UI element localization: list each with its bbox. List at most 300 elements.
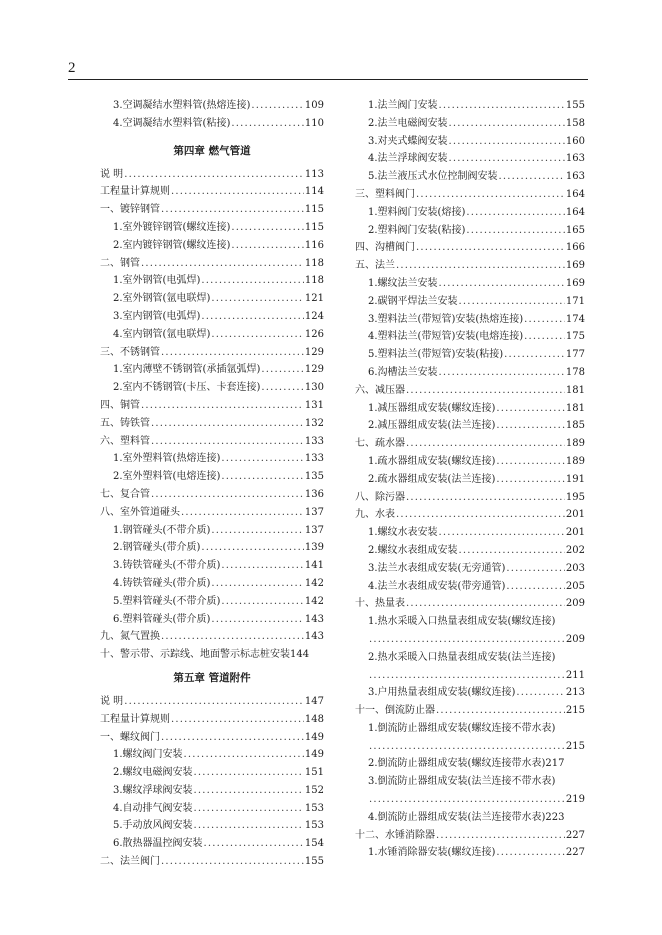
toc-entry-title: 十二、水锤消除器 xyxy=(355,829,435,841)
toc-entry-page: 116 xyxy=(304,239,324,251)
toc-entry[interactable] xyxy=(100,611,324,629)
toc-entry[interactable] xyxy=(355,417,585,435)
toc-entry-title: 2.碳钢平焊法兰安装 xyxy=(368,295,458,307)
dot-leader xyxy=(184,746,304,764)
toc-entry-page: 152 xyxy=(304,784,324,796)
toc-entry-page: 130 xyxy=(304,382,324,394)
toc-entry-title: 4.倒流防止器组成安装(法兰连接带水表) xyxy=(368,811,546,823)
toc-entry[interactable] xyxy=(355,827,585,845)
toc-entry[interactable] xyxy=(355,311,585,329)
toc-entry-title: 一、镀锌钢管 xyxy=(100,204,160,216)
toc-entry[interactable] xyxy=(355,133,585,151)
toc-entry-page: 139 xyxy=(304,542,324,554)
toc-entry[interactable] xyxy=(355,524,585,542)
dot-leader xyxy=(406,489,565,507)
toc-entry-title: 2.热水采暖入口热量表组成安装(法兰连接) xyxy=(368,651,556,663)
toc-entry-page: 166 xyxy=(565,242,585,254)
toc-entry-title: 2.倒流防止器组成安装(螺纹连接带水表) xyxy=(368,758,546,770)
toc-entry[interactable] xyxy=(100,397,324,415)
toc-entry-title: 说 明 xyxy=(100,168,124,180)
toc-entry[interactable] xyxy=(355,293,585,311)
toc-entry-page: 209 xyxy=(565,598,585,610)
toc-entry-title: 工程量计算规则 xyxy=(100,186,170,198)
toc-entry-title: 六、塑料管 xyxy=(100,435,150,447)
toc-entry-page: 114 xyxy=(304,186,324,198)
toc-entry-page: 124 xyxy=(304,310,324,322)
toc-entry-page: 137 xyxy=(304,506,324,518)
dot-leader xyxy=(449,150,565,168)
toc-entry[interactable] xyxy=(355,684,585,702)
dot-leader xyxy=(261,379,304,397)
toc-entry-page: 121 xyxy=(304,293,324,305)
toc-entry-page: 126 xyxy=(304,328,324,340)
toc-entry-page: 177 xyxy=(565,349,585,361)
toc-entry[interactable] xyxy=(100,800,324,818)
toc-entry-page: 136 xyxy=(304,488,324,500)
toc-entry[interactable] xyxy=(100,326,324,344)
toc-entry[interactable] xyxy=(100,539,324,557)
toc-entry[interactable] xyxy=(355,489,585,507)
toc-entry-page: 205 xyxy=(565,580,585,592)
toc-entry[interactable] xyxy=(355,578,585,596)
dot-leader xyxy=(466,222,565,240)
chapter-heading: 第四章 燃气管道 xyxy=(173,144,251,157)
toc-entry[interactable] xyxy=(100,693,324,711)
dot-leader xyxy=(171,183,304,201)
toc-entry[interactable] xyxy=(100,115,324,133)
toc-entry[interactable] xyxy=(100,575,324,593)
toc-entry[interactable] xyxy=(355,204,585,222)
toc-entry-page: 143 xyxy=(304,613,324,625)
toc-entry-title: 1.螺纹阀门安装 xyxy=(113,749,183,761)
dot-leader xyxy=(124,693,304,711)
dot-leader xyxy=(211,611,304,629)
toc-entry-title: 1.钢管碰头(不带介质) xyxy=(113,524,211,536)
dot-leader xyxy=(171,711,304,729)
toc-entry-continuation[interactable] xyxy=(355,738,585,756)
toc-entry-title: 八、除污器 xyxy=(355,491,405,503)
dot-leader xyxy=(151,486,304,504)
dot-leader xyxy=(406,382,565,400)
dot-leader xyxy=(499,168,565,186)
toc-entry[interactable] xyxy=(100,379,324,397)
toc-entry-page: 144 xyxy=(290,649,310,661)
toc-entry[interactable] xyxy=(355,720,585,738)
toc-entry[interactable] xyxy=(355,346,585,364)
toc-entry[interactable] xyxy=(355,809,585,827)
dot-leader xyxy=(161,344,304,362)
dot-leader xyxy=(221,468,304,486)
toc-entry-title: 2.室内镀锌钢管(螺纹连接) xyxy=(113,239,231,251)
toc-entry-title: 2.螺纹水表组成安装 xyxy=(368,544,458,556)
toc-entry-page: 181 xyxy=(565,384,585,396)
toc-entry-page: 215 xyxy=(565,740,585,752)
toc-entry-title: 二、钢管 xyxy=(100,257,140,269)
toc-entry-title: 3.倒流防止器组成安装(法兰连接不带水表) xyxy=(368,776,556,788)
toc-entry[interactable] xyxy=(100,272,324,290)
dot-leader xyxy=(231,219,304,237)
toc-entry[interactable] xyxy=(100,746,324,764)
toc-entry-page: 147 xyxy=(304,695,324,707)
toc-entry-title: 4.空调凝结水塑料管(粘接) xyxy=(113,117,231,129)
dot-leader xyxy=(211,522,304,540)
toc-entry-title: 6.散热器温控阀安装 xyxy=(113,838,203,850)
toc-entry[interactable] xyxy=(355,239,585,257)
toc-entry[interactable] xyxy=(355,453,585,471)
toc-entry-page: 174 xyxy=(565,313,585,325)
toc-entry-page: 165 xyxy=(565,224,585,236)
toc-entry[interactable] xyxy=(100,97,324,115)
toc-entry[interactable] xyxy=(355,257,585,275)
toc-entry[interactable] xyxy=(100,557,324,575)
toc-entry[interactable] xyxy=(100,183,324,201)
toc-entry[interactable] xyxy=(100,711,324,729)
toc-entry-page: 149 xyxy=(304,731,324,743)
toc-entry-title: 1.水锤消除器安装(螺纹连接) xyxy=(368,847,496,859)
toc-entry[interactable] xyxy=(355,702,585,720)
toc-entry-page: 203 xyxy=(565,562,585,574)
toc-entry[interactable] xyxy=(355,613,585,631)
dot-leader xyxy=(194,764,304,782)
toc-entry-title: 1.倒流防止器组成安装(螺纹连接不带水表) xyxy=(368,722,556,734)
chapter-heading: 第五章 管道附件 xyxy=(173,671,251,684)
toc-entry[interactable] xyxy=(100,468,324,486)
toc-entry[interactable] xyxy=(355,168,585,186)
toc-entry[interactable] xyxy=(100,522,324,540)
toc-entry-page: 149 xyxy=(304,749,324,761)
toc-entry-continuation[interactable] xyxy=(355,667,585,685)
toc-entry[interactable] xyxy=(100,817,324,835)
toc-entry-page: 209 xyxy=(565,633,585,645)
toc-entry-title: 4.塑料法兰(带短管)安装(电熔连接) xyxy=(368,331,524,343)
toc-entry-title: 6.沟槽法兰安装 xyxy=(368,366,438,378)
toc-entry-title: 2.减压器组成安装(法兰连接) xyxy=(368,420,496,432)
toc-entry-title: 3.螺纹浮球阀安装 xyxy=(113,784,193,796)
toc-entry[interactable] xyxy=(100,308,324,326)
toc-entry[interactable] xyxy=(100,646,324,664)
toc-entry[interactable] xyxy=(355,222,585,240)
toc-entry[interactable] xyxy=(355,773,585,791)
dot-leader xyxy=(439,275,565,293)
toc-entry[interactable] xyxy=(100,201,324,219)
toc-entry-title: 2.法兰电磁阀安装 xyxy=(368,117,448,129)
dot-leader xyxy=(194,817,304,835)
toc-entry-page: 189 xyxy=(565,455,585,467)
toc-entry-title: 1.法兰阀门安装 xyxy=(368,100,438,111)
toc-entry-title: 说 明 xyxy=(100,695,124,707)
toc-entry-page: 171 xyxy=(565,295,585,307)
toc-entry[interactable] xyxy=(100,782,324,800)
toc-entry-title: 1.疏水器组成安装(螺纹连接) xyxy=(368,455,496,467)
toc-entry-title: 九、水表 xyxy=(355,509,395,521)
dot-leader xyxy=(369,791,565,809)
toc-entry[interactable] xyxy=(100,290,324,308)
dot-leader xyxy=(459,293,565,311)
toc-entry-title: 一、螺纹阀门 xyxy=(100,731,160,743)
toc-entry-page: 211 xyxy=(565,669,585,681)
dot-leader xyxy=(369,667,565,685)
toc-entry[interactable] xyxy=(355,150,585,168)
dot-leader xyxy=(396,257,565,275)
toc-entry-page: 164 xyxy=(565,188,585,200)
toc-entry-page: 201 xyxy=(565,509,585,521)
dot-leader xyxy=(211,326,304,344)
dot-leader xyxy=(201,272,304,290)
toc-entry[interactable] xyxy=(100,853,324,871)
dot-leader xyxy=(504,346,565,364)
toc-entry-page: 215 xyxy=(565,705,585,717)
toc-entry-title: 1.室外镀锌钢管(螺纹连接) xyxy=(113,221,231,233)
toc-entry[interactable] xyxy=(100,433,324,451)
toc-entry-page: 132 xyxy=(304,417,324,429)
dot-leader xyxy=(449,133,565,151)
toc-entry-page: 163 xyxy=(565,153,585,165)
toc-entry-page: 185 xyxy=(565,420,585,432)
toc-entry-page: 131 xyxy=(304,399,324,411)
toc-entry-page: 160 xyxy=(565,135,585,147)
toc-entry-title: 1.减压器组成安装(螺纹连接) xyxy=(368,402,496,414)
toc-entry-title: 二、法兰阀门 xyxy=(100,856,160,868)
toc-entry[interactable] xyxy=(355,382,585,400)
dot-leader xyxy=(201,308,304,326)
toc-entry[interactable] xyxy=(100,255,324,273)
toc-entry-title: 5.手动放风阀安装 xyxy=(113,820,193,832)
toc-entry-page: 133 xyxy=(304,435,324,447)
dot-leader xyxy=(369,738,565,756)
toc-entry-title: 三、塑料阀门 xyxy=(355,188,415,200)
toc-entry-title: 4.室内钢管(氩电联焊) xyxy=(113,328,211,340)
toc-entry-title: 5.法兰液压式水位控制阀安装 xyxy=(368,171,498,183)
toc-entry-page: 227 xyxy=(565,829,585,841)
toc-entry-page: 129 xyxy=(304,364,324,376)
toc-entry-page: 148 xyxy=(304,713,324,725)
toc-entry[interactable] xyxy=(355,115,585,133)
toc-entry[interactable] xyxy=(355,755,585,773)
toc-entry[interactable] xyxy=(355,649,585,667)
toc-entry[interactable] xyxy=(355,328,585,346)
toc-entry-title: 5.塑料法兰(带短管)安装(粘接) xyxy=(368,349,504,361)
toc-entry[interactable] xyxy=(100,764,324,782)
toc-entry-title: 十一、倒流防止器 xyxy=(355,705,435,717)
toc-entry-title: 七、疏水器 xyxy=(355,438,405,450)
toc-entry-page: 151 xyxy=(304,767,324,779)
toc-entry[interactable] xyxy=(355,186,585,204)
toc-entry-page: 115 xyxy=(304,204,324,216)
toc-entry[interactable] xyxy=(355,595,585,613)
toc-entry-title: 三、不锈钢管 xyxy=(100,346,160,358)
toc-entry[interactable] xyxy=(100,361,324,379)
toc-entry-title: 3.塑料法兰(带短管)安装(热熔连接) xyxy=(368,313,524,325)
toc-entry-title: 4.自动排气阀安装 xyxy=(113,802,193,814)
dot-leader xyxy=(496,400,565,418)
toc-entry-page: 118 xyxy=(304,275,324,287)
dot-leader xyxy=(211,575,304,593)
toc-entry-page: 169 xyxy=(565,260,585,272)
toc-entry[interactable] xyxy=(100,415,324,433)
toc-entry-page: 213 xyxy=(565,687,585,699)
toc-entry-page: 153 xyxy=(304,820,324,832)
dot-leader xyxy=(416,186,565,204)
toc-entry-page: 202 xyxy=(565,544,585,556)
toc-entry-page: 181 xyxy=(565,402,585,414)
dot-leader xyxy=(496,417,565,435)
toc-entry[interactable] xyxy=(355,275,585,293)
toc-entry-page: 110 xyxy=(304,117,324,129)
toc-entry-title: 工程量计算规则 xyxy=(100,713,170,725)
toc-entry[interactable] xyxy=(100,628,324,646)
dot-leader xyxy=(161,853,304,871)
toc-entry-page: 143 xyxy=(304,631,324,643)
toc-entry-title: 1.室内薄壁不锈钢管(承插氩弧焊) xyxy=(113,364,261,376)
toc-entry-page: 223 xyxy=(545,811,565,823)
toc-entry[interactable] xyxy=(100,219,324,237)
toc-entry[interactable] xyxy=(355,844,585,862)
dot-leader xyxy=(406,595,565,613)
toc-entry-page: 155 xyxy=(304,856,324,868)
toc-entry-title: 5.塑料管碰头(不带介质) xyxy=(113,595,221,607)
toc-entry-page: 155 xyxy=(565,100,585,111)
dot-leader xyxy=(231,115,304,133)
toc-entry-continuation[interactable] xyxy=(355,791,585,809)
dot-leader xyxy=(221,450,304,468)
dot-leader xyxy=(439,524,565,542)
toc-entry-page: 227 xyxy=(565,847,585,859)
toc-entry[interactable] xyxy=(100,166,324,184)
toc-entry[interactable] xyxy=(100,593,324,611)
toc-entry[interactable] xyxy=(355,400,585,418)
toc-entry-title: 2.室外塑料管(电熔连接) xyxy=(113,471,221,483)
toc-entry-title: 3.空调凝结水塑料管(热熔连接) xyxy=(113,100,251,111)
toc-entry-title: 2.钢管碰头(带介质) xyxy=(113,542,201,554)
dot-leader xyxy=(161,201,304,219)
toc-entry-page: 178 xyxy=(565,366,585,378)
dot-leader xyxy=(369,631,565,649)
dot-leader xyxy=(439,97,565,115)
toc-entry-title: 1.室外塑料管(热熔连接) xyxy=(113,453,221,465)
toc-entry-title: 1.塑料阀门安装(熔接) xyxy=(368,206,466,218)
toc-entry-page: 135 xyxy=(304,471,324,483)
dot-leader xyxy=(161,628,304,646)
dot-leader xyxy=(211,290,304,308)
dot-leader xyxy=(436,702,565,720)
toc-entry[interactable] xyxy=(355,435,585,453)
toc-right-column xyxy=(355,97,585,862)
dot-leader xyxy=(439,364,565,382)
toc-entry-title: 八、室外管道碰头 xyxy=(100,506,180,518)
toc-entry-title: 3.法兰水表组成安装(无旁通管) xyxy=(368,562,506,574)
toc-entry-page: 191 xyxy=(565,473,585,485)
toc-entry[interactable] xyxy=(355,560,585,578)
dot-leader xyxy=(124,166,304,184)
toc-entry-page: 217 xyxy=(545,758,565,770)
toc-entry[interactable] xyxy=(100,344,324,362)
toc-entry[interactable] xyxy=(355,506,585,524)
toc-entry[interactable] xyxy=(355,364,585,382)
toc-entry-title: 2.螺纹电磁阀安装 xyxy=(113,767,193,779)
toc-entry-title: 2.室外钢管(氩电联焊) xyxy=(113,293,211,305)
dot-leader xyxy=(204,835,304,853)
toc-entry-page: 118 xyxy=(304,257,324,269)
toc-entry-title: 四、铜管 xyxy=(100,399,140,411)
toc-entry-title: 3.户用热量表组成安装(螺纹连接) xyxy=(368,687,516,699)
toc-entry[interactable] xyxy=(355,97,585,115)
dot-leader xyxy=(151,433,304,451)
page-number: 2 xyxy=(68,60,76,76)
toc-entry-title: 七、复合管 xyxy=(100,488,150,500)
dot-leader xyxy=(459,542,565,560)
toc-entry-page: 163 xyxy=(565,171,585,183)
toc-entry-title: 四、沟槽阀门 xyxy=(355,242,415,254)
dot-leader xyxy=(221,557,304,575)
toc-entry-title: 4.法兰水表组成安装(带旁通管) xyxy=(368,580,506,592)
dot-leader xyxy=(141,397,304,415)
toc-entry-page: 133 xyxy=(304,453,324,465)
dot-leader xyxy=(161,729,304,747)
dot-leader xyxy=(141,255,304,273)
dot-leader xyxy=(466,204,565,222)
toc-entry[interactable] xyxy=(355,542,585,560)
toc-entry-title: 2.室内不锈钢管(卡压、卡套连接) xyxy=(113,382,261,394)
toc-left-column xyxy=(100,97,324,871)
dot-leader xyxy=(194,800,304,818)
dot-leader xyxy=(496,453,565,471)
toc-entry-title: 6.塑料管碰头(带介质) xyxy=(113,613,211,625)
dot-leader xyxy=(406,435,565,453)
toc-entry-title: 4.法兰浮球阀安装 xyxy=(368,153,448,165)
dot-leader xyxy=(396,506,565,524)
toc-entry-title: 1.螺纹法兰安装 xyxy=(368,277,438,289)
toc-entry[interactable] xyxy=(100,504,324,522)
toc-entry-page: 164 xyxy=(565,206,585,218)
dot-leader xyxy=(496,844,565,862)
toc-entry-title: 十、警示带、示踪线、地面警示标志桩安装 xyxy=(100,649,290,661)
toc-entry-continuation[interactable] xyxy=(355,631,585,649)
toc-entry-title: 五、法兰 xyxy=(355,260,395,272)
toc-entry[interactable] xyxy=(100,835,324,853)
toc-entry-page: 201 xyxy=(565,527,585,539)
toc-entry-page: 219 xyxy=(565,794,585,806)
toc-entry[interactable] xyxy=(100,450,324,468)
toc-entry-title: 3.对夹式蝶阀安装 xyxy=(368,135,448,147)
header-rule xyxy=(68,79,588,80)
toc-entry-title: 1.热水采暖入口热量表组成安装(螺纹连接) xyxy=(368,616,556,628)
toc-entry-page: 175 xyxy=(565,331,585,343)
dot-leader xyxy=(201,539,304,557)
toc-entry-page: 115 xyxy=(304,221,324,233)
toc-entry[interactable] xyxy=(100,729,324,747)
toc-entry-title: 1.室外钢管(电弧焊) xyxy=(113,275,201,287)
toc-entry-title: 4.铸铁管碰头(带介质) xyxy=(113,577,211,589)
dot-leader xyxy=(194,782,304,800)
toc-entry-title: 1.螺纹水表安装 xyxy=(368,527,438,539)
dot-leader xyxy=(261,361,304,379)
toc-entry-page: 169 xyxy=(565,277,585,289)
toc-entry-page: 195 xyxy=(565,491,585,503)
dot-leader xyxy=(221,593,304,611)
toc-entry[interactable] xyxy=(355,471,585,489)
dot-leader xyxy=(251,97,304,115)
toc-entry-page: 189 xyxy=(565,438,585,450)
toc-entry[interactable] xyxy=(100,237,324,255)
toc-entry-title: 六、减压器 xyxy=(355,384,405,396)
toc-entry-page: 154 xyxy=(304,838,324,850)
toc-entry[interactable] xyxy=(100,486,324,504)
dot-leader xyxy=(436,827,565,845)
toc-entry-page: 137 xyxy=(304,524,324,536)
dot-leader xyxy=(449,115,565,133)
toc-entry-page: 142 xyxy=(304,595,324,607)
toc-entry-page: 158 xyxy=(565,117,585,129)
